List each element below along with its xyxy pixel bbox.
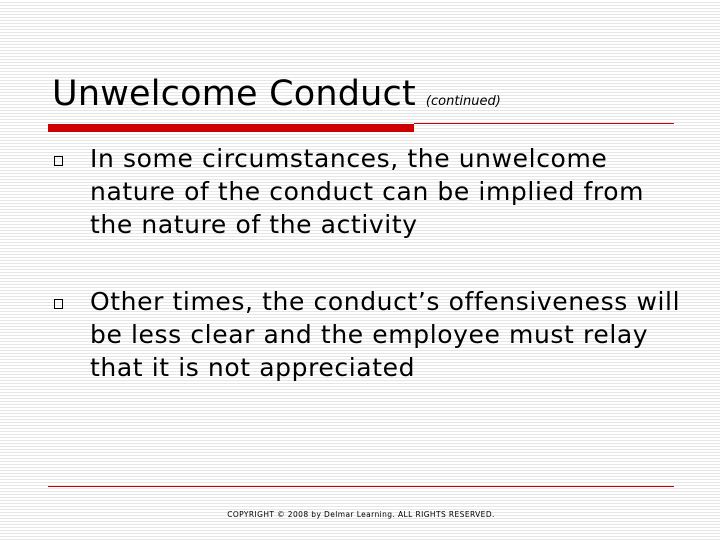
bullet-item <box>54 285 684 384</box>
bullet-list <box>54 142 684 384</box>
bullet-text: Other times, the conduct’s offensiveness will be less clear and the employee must relay that it is not appreciated <box>90 287 681 382</box>
slide-title-text: Unwelcome Conduct <box>52 74 416 114</box>
title-underline-thin <box>414 123 674 124</box>
bullet-item <box>54 142 684 241</box>
slide-title <box>52 70 501 126</box>
bullet-text: In some circumstances, the unwelcome nature of the conduct can be implied from the nature of the activity <box>90 144 645 239</box>
footer-divider <box>48 486 674 487</box>
title-underline-accent <box>48 124 414 132</box>
hollow-square-bullet-icon <box>54 299 63 309</box>
hollow-square-bullet-icon <box>54 156 63 166</box>
copyright-notice: COPYRIGHT © 2008 by Delmar Learning. ALL RIGHTS RESERVED. <box>227 510 495 519</box>
slide-title-subtitle: (continued) <box>425 94 501 109</box>
